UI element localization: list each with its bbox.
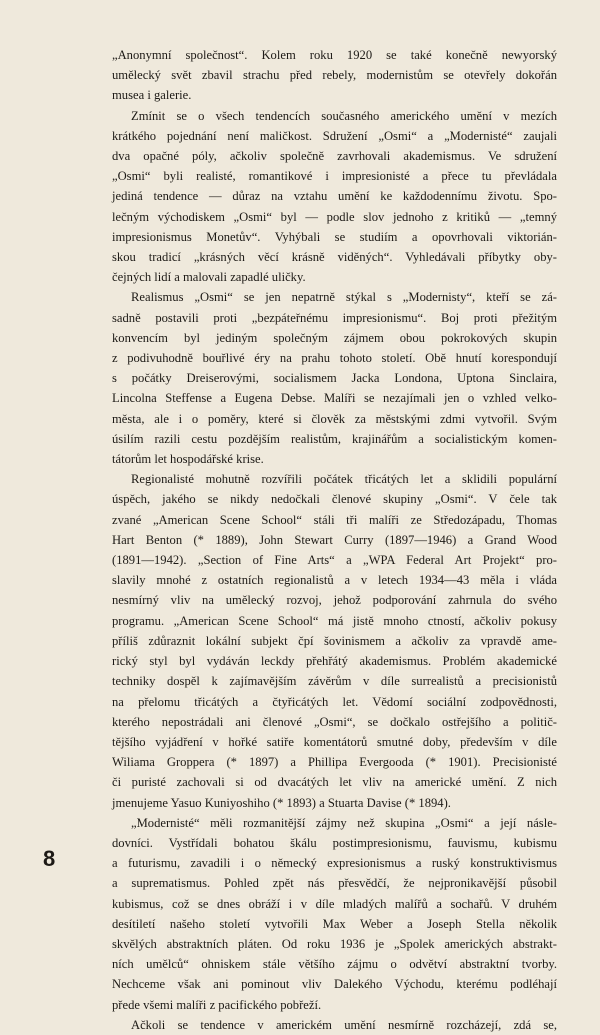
text-line: Zmínit se o všech tendencích současného amerického umění v mezích: [131, 108, 557, 123]
text-line: musea i galerie.: [112, 88, 192, 103]
text-line: skou tradicí „krásných věcí krásně viděných“. Vyhledávali příbytky oby-: [112, 250, 557, 265]
text-line: Nechceme však ani pominout vliv Dalekého Východu, kterému podléhají: [112, 977, 557, 992]
text-line: Regionalisté mohutně rozvířili počátek třicátých let a sklidili populární: [131, 472, 557, 487]
text-line: nesmírný vliv na umělecký rozvoj, jehož podporování zahrnula do svého: [112, 593, 557, 608]
text-line: ních umělců“ ohniskem stále většího zájmu o odvětví abstraktní tvorby.: [112, 957, 557, 972]
text-line: či puristé zachovali si od dvacátých let vliv na americké umění. Z nich: [112, 775, 557, 790]
text-line: jmenujeme Yasuo Kuniyoshiho (* 1893) a Stuarta Davise (* 1894).: [112, 795, 451, 810]
text-line: přede všemi malíři z pacifického pobřeží.: [112, 997, 322, 1012]
text-line: a futurismu, zavadili i o německý expresionismus a ruský konstruktivismus: [112, 856, 557, 871]
text-line: města, ale i o poměry, které si člověk za městskými zdmi vytvořil. Svým: [112, 411, 557, 426]
text-line: dovníci. Vystřídali bohatou škálu postimpresionismu, fauvismu, kubismu: [112, 835, 557, 850]
text-line: krátkého pojednání není maličkost. Sdružení „Osmi“ a „Modernisté“ zaujali: [112, 128, 557, 143]
text-line: čejných lidí a malovali zapadlé uličky.: [112, 270, 306, 285]
text-line: Hart Benton (* 1889), John Stewart Curry (1897—1946) a Grand Wood: [112, 532, 557, 547]
page-number: 8: [43, 846, 56, 871]
text-line: „Anonymní společnost“. Kolem roku 1920 se také konečně newyorský: [112, 48, 557, 62]
text-line: tějšího vyjádření v hořké satiře komentátorů smutné doby, především v díle: [112, 734, 557, 749]
text-line: lečným východiskem „Osmi“ byl — podle slov jednoho z kritiků — „temný: [112, 209, 557, 224]
text-line: „Modernisté“ měli rozmanitější zájmy než skupina „Osmi“ a její násle-: [131, 815, 557, 830]
text-line: konvencím byl jediným společným zájmem obou pokrokových skupin: [112, 330, 557, 345]
text-line: impresionismus Monetův“. Vyhýbali se studiím a opovrhovali viktorián-: [112, 229, 557, 244]
text-line: sadně postavili proti „bezpáteřnému impresionismu“. Boj proti přežitým: [112, 310, 557, 325]
text-line: kterého nepostrádali ani členové „Osmi“, se dočkalo ostřejšího a politič-: [112, 714, 557, 729]
text-line: dva opačné póly, ačkoliv společně zavrhovali akademismus. Ve sdružení: [112, 149, 557, 164]
text-line: „Osmi“ byli realisté, romantikové i impresionisté a přece tu převládala: [112, 169, 557, 184]
text-line: (1891—1942). „Section of Fine Arts“ a „WPA Federal Art Projekt“ pro-: [112, 553, 557, 568]
text-line: Wiliama Groppera (* 1897) a Phillipa Evergooda (* 1901). Precisionisté: [112, 755, 557, 770]
text-line: z podivuhodně bouřlivé éry na prahu tohoto století. Obě hnutí korespondují: [112, 351, 557, 366]
text-line: techniky dospěl k zajímavějším závěrům v díle surrealistů a precisionistů: [112, 674, 557, 689]
text-line: Ačkoli se tendence v americkém umění nesmírně rozcházejí, zdá se,: [131, 1017, 557, 1032]
text-line: slavily mnohé z ostatních regionalistů a v letech 1934—43 měla i vláda: [112, 573, 557, 588]
text-line: s počátky Dreiserovými, socialismem Jacka Londona, Uptona Sinclaira,: [112, 371, 557, 386]
text-line: jediná tendence — důraz na vztahu umění ke každodennímu životu. Spo-: [112, 189, 557, 204]
text-line: a suprematismus. Pohled zpět nás přesvědčí, že nejpronikavější působil: [112, 876, 557, 891]
text-line: Realismus „Osmi“ se jen nepatrně stýkal s „Modernisty“, kteří se zá-: [131, 290, 557, 305]
text-line: příliš zdůraznit lokální subjekt čpí šovinismem a ačkoliv za vpravdě ame-: [112, 633, 557, 648]
text-line: zvané „American Scene School“ stáli tři malíři ze Středozápadu, Thomas: [112, 512, 557, 527]
text-line: úsilím razili cestu pozdějším realistům, krajinářům a socialistickým komen-: [112, 431, 557, 446]
text-line: programu. „American Scene School“ má jistě mnoho ctností, ačkoliv pokusy: [112, 613, 557, 628]
text-line: úspěch, jakého se nikdy nedočkali členové skupiny „Osmi“. V čele tak: [112, 492, 557, 507]
text-line: umělecký svět zbavil strachu před rebely, modernistům se otevřely dokořán: [112, 68, 557, 83]
text-line: Lincolna Steffense a Eugena Debse. Malíři se nezajímali jen o vzhled velko-: [112, 391, 557, 406]
text-line: kubismus, což se dnes obráží i v díle mladých malířů a sochařů. V druhém: [112, 896, 557, 911]
body-text: [112, 45, 557, 1035]
text-line: desítiletí našeho století vytvořili Max Weber a Joseph Stella několik: [112, 916, 557, 931]
text-line: na přelomu třicátých a čtyřicátých let. Vědomí sociální zodpovědnosti,: [112, 694, 557, 709]
text-line: skvělých abstraktních pláten. Od roku 1936 je „Spolek amerických abstrakt-: [112, 936, 557, 951]
text-line: rický styl byl vydáván leckdy přehřátý akademismus. Problém akademické: [112, 654, 557, 669]
text-line: tátorům let hospodářské krise.: [112, 452, 264, 467]
